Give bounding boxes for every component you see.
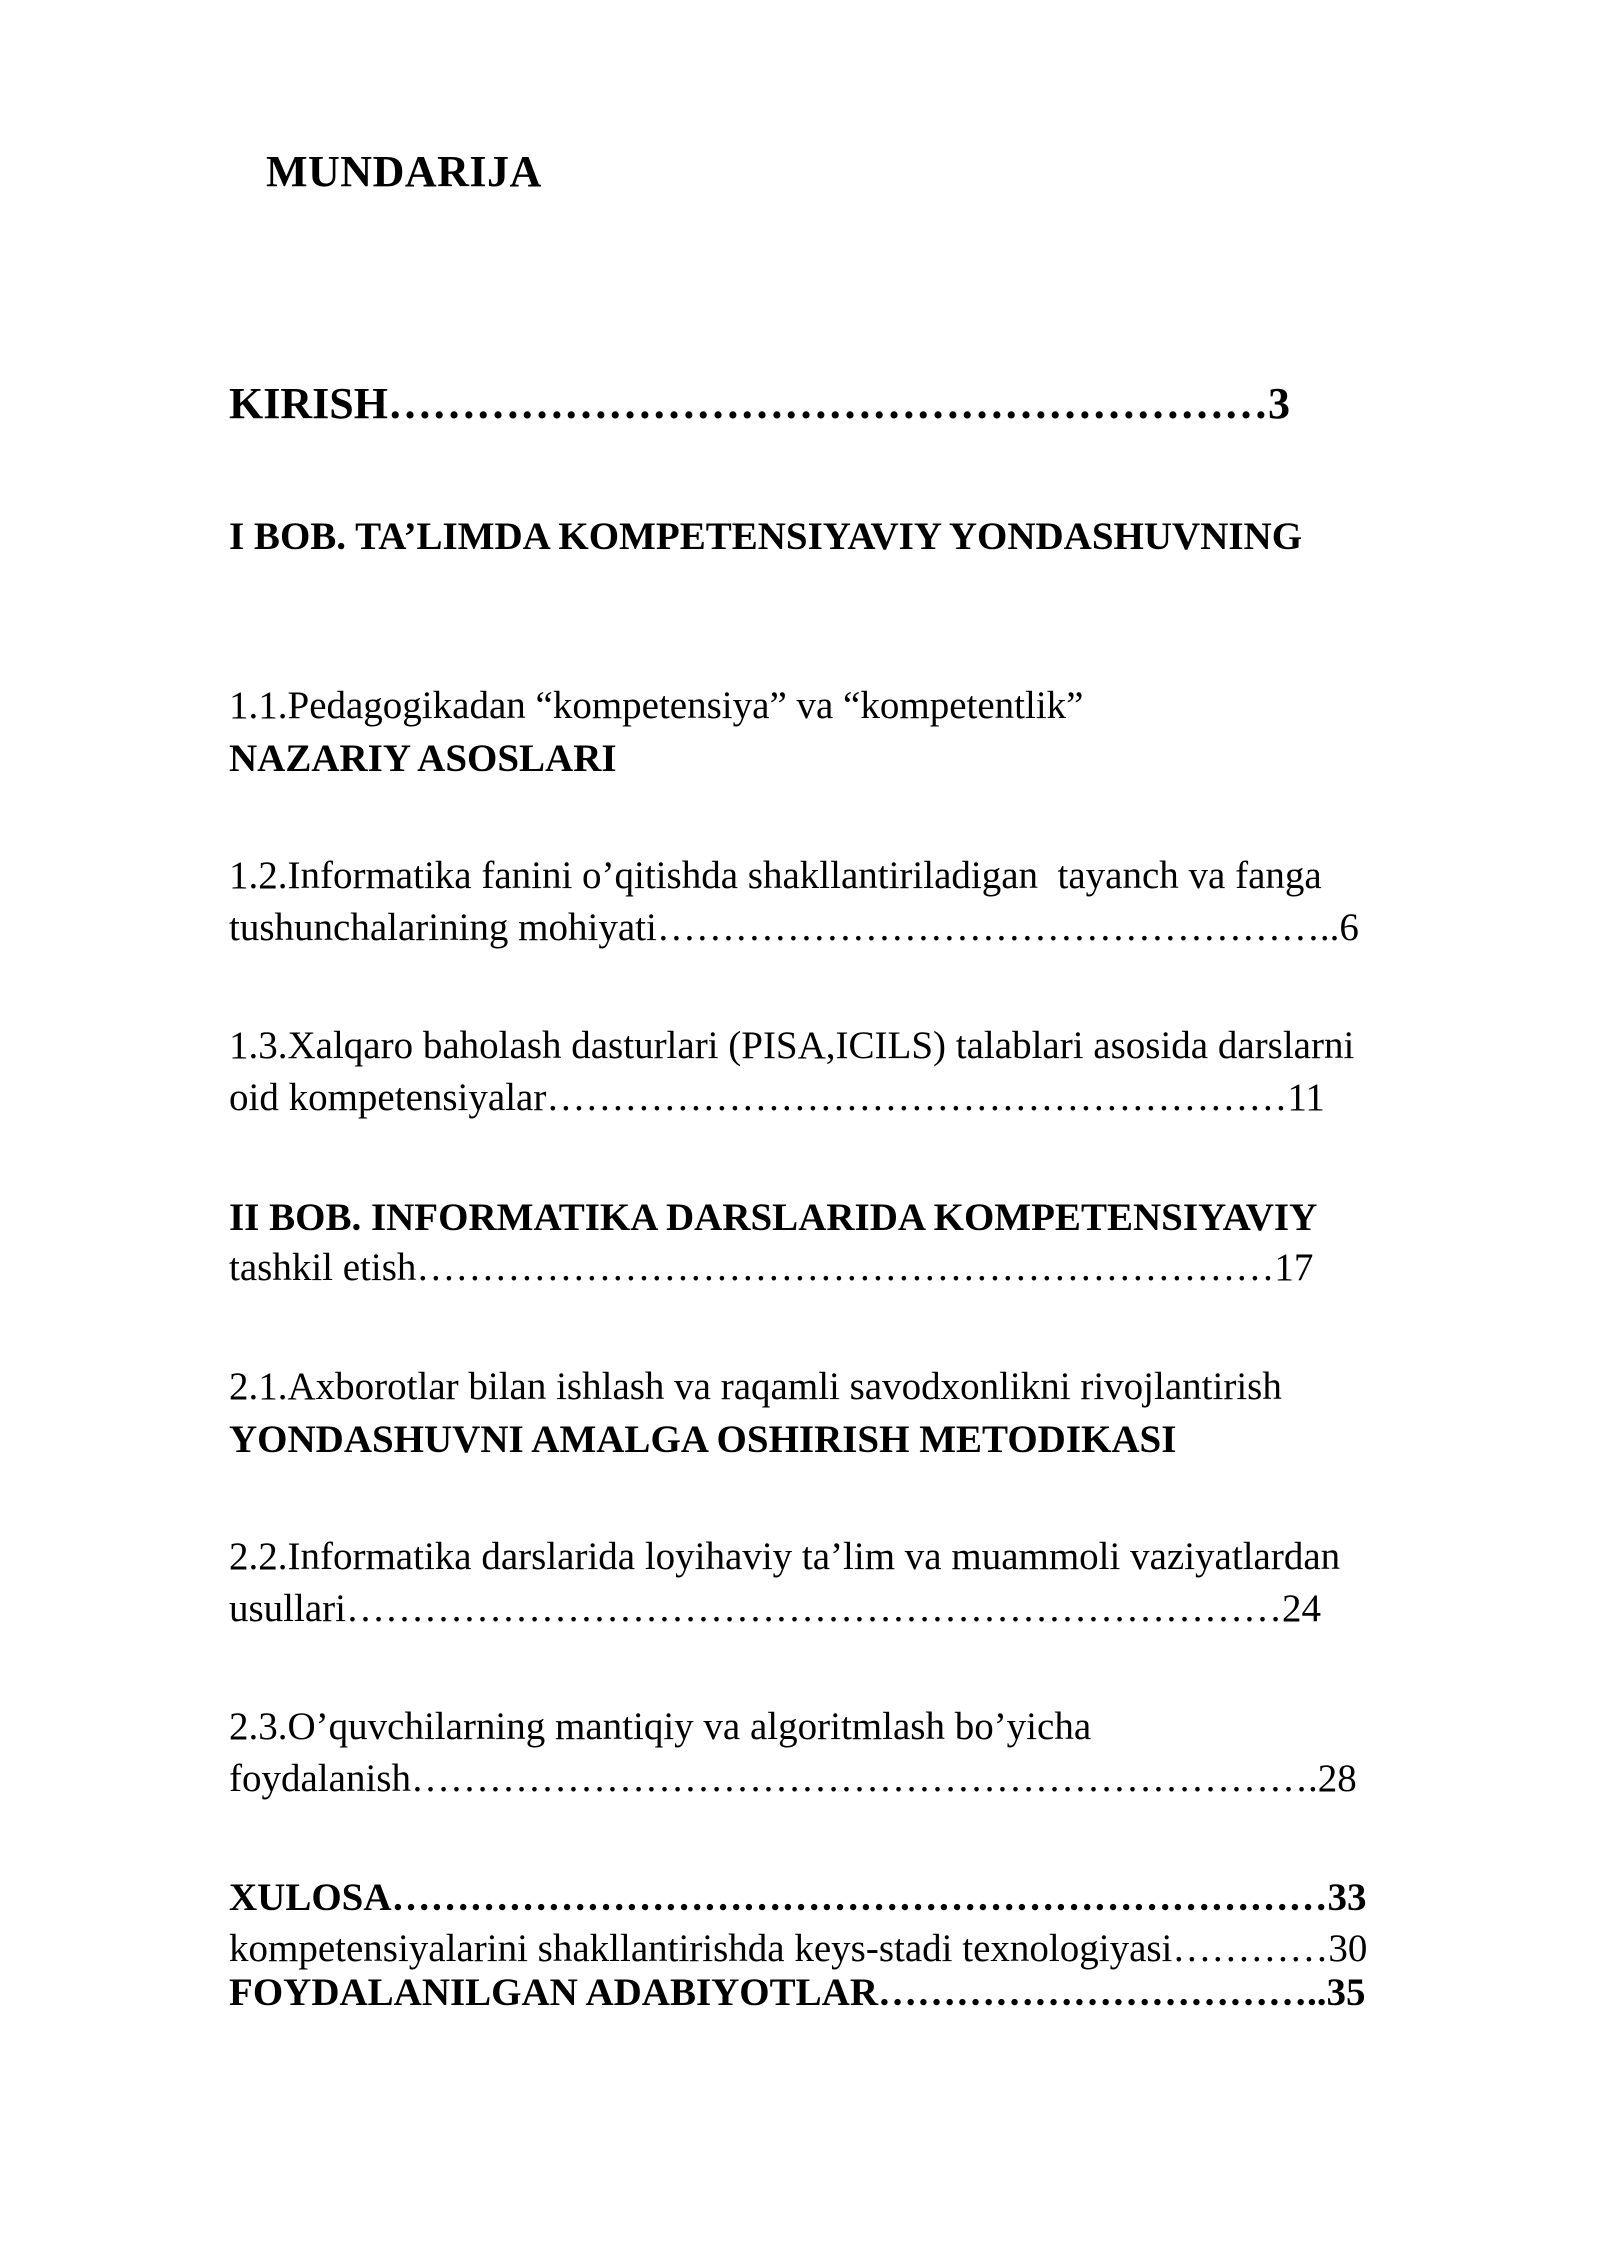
- toc-line: 2.2.Informatika darslarida loyihaviy ta’lim va muammoli vaziyatlardan: [229, 1535, 1341, 1578]
- toc-line: 1.2.Informatika fanini o’qitishda shakllantiriladigan tayanch va fanga: [229, 854, 1322, 897]
- toc-line: tushunchalarining mohiyati……………………………………………..6: [229, 906, 1359, 949]
- toc-line: II BOB. INFORMATIKA DARSLARIDA KOMPETENSIYAVIY: [229, 1196, 1318, 1239]
- toc-line: oid kompetensiyalar…………………………………………………11: [229, 1076, 1325, 1119]
- toc-line: I BOB. TA’LIMDA KOMPETENSIYAVIY YONDASHUVNING: [229, 515, 1303, 558]
- toc-line: 1.3.Xalqaro baholash dasturlari (PISA,ICILS) talablari asosida darslarni: [229, 1024, 1355, 1067]
- toc-line: 2.3.O’quvchilarning mantiqiy va algoritmlash bo’yicha: [229, 1705, 1092, 1748]
- toc-line: XULOSA………………………………………………………………33: [229, 1876, 1367, 1919]
- toc-line: 2.1.Axborotlar bilan ishlash va raqamli savodxonlikni rivojlantirish: [229, 1365, 1282, 1408]
- toc-line: kompetensiyalarini shakllantirishda keys-stadi texnologiyasi…………30: [229, 1927, 1368, 1970]
- toc-line: FOYDALANILGAN ADABIYOTLAR……………………………..35: [229, 1971, 1366, 2014]
- toc-line: tashkil etish…………………………………………………………17: [229, 1246, 1314, 1289]
- toc-line: 1.1.Pedagogikadan “kompetensiya” va “kompetentlik”: [229, 684, 1084, 727]
- toc-line: KIRISH……………………………………………………3: [229, 379, 1290, 428]
- toc-line: foydalanish…………………………………………………………….28: [229, 1757, 1357, 1800]
- toc-line: usullari………………………………………………………………24: [229, 1587, 1321, 1630]
- toc-line: YONDASHUVNI AMALGA OSHIRISH METODIKASI: [229, 1418, 1177, 1461]
- toc-entry-references: [229, 1808, 1499, 2178]
- toc-line: NAZARIY ASOSLARI: [229, 737, 617, 780]
- page-title: MUNDARIJA: [266, 147, 542, 196]
